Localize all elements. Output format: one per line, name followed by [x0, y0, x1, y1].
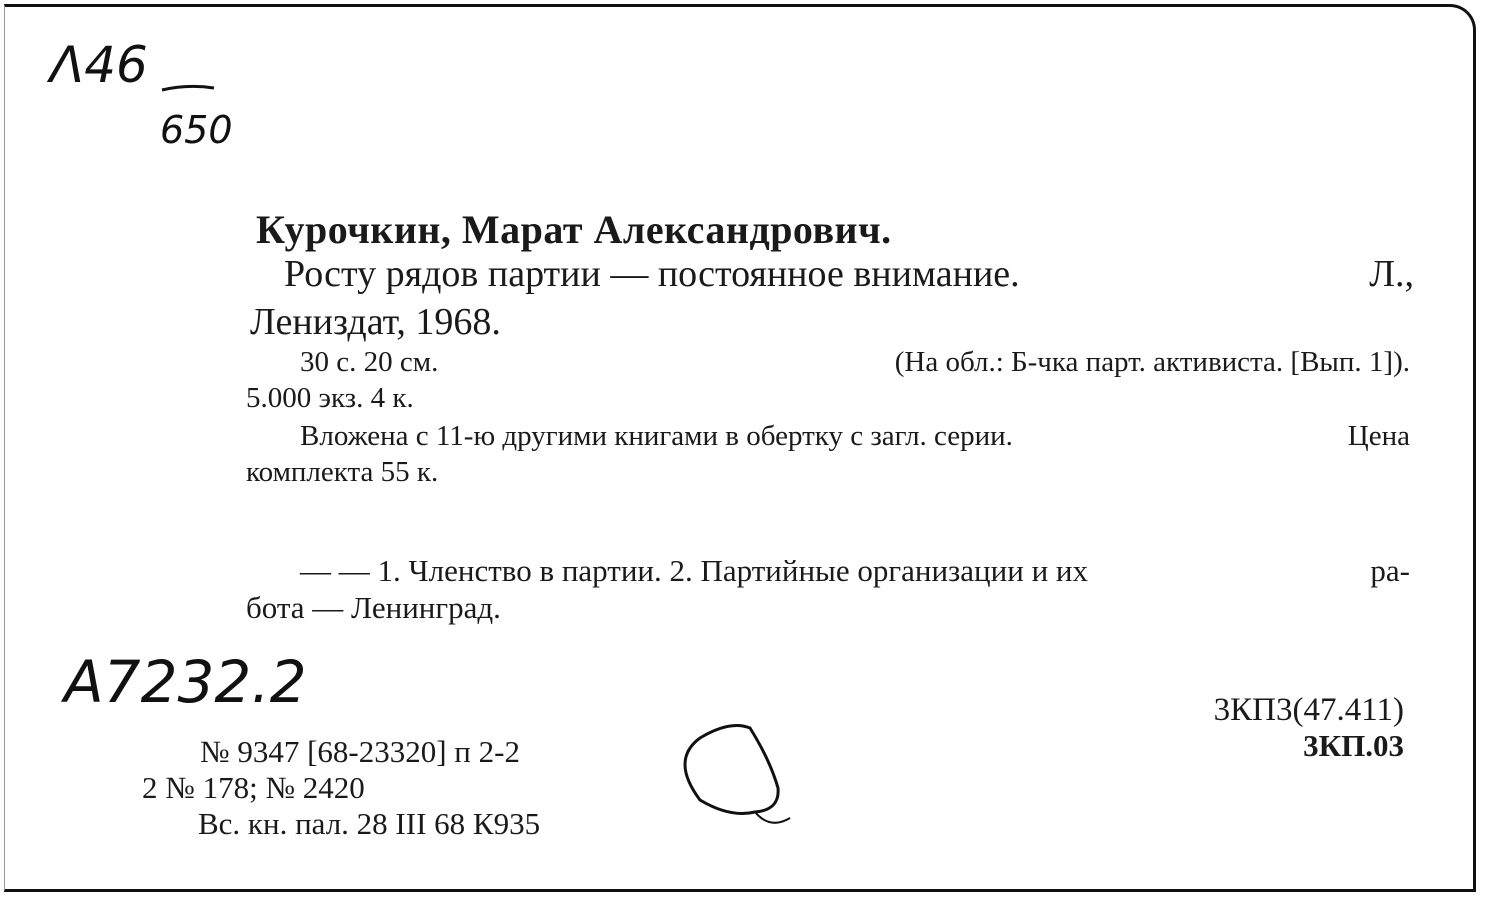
publisher-line: Лениздат, 1968.: [250, 301, 501, 343]
subjects-line-2: бота — Ленинград.: [246, 590, 501, 625]
subjects-text-1b: ра-: [1370, 553, 1410, 588]
handwritten-shelf-code: Λ46: [50, 36, 148, 94]
title-line: [284, 252, 1414, 296]
note-text-1a: Вложена с 11-ю другими книгами в обертку с загл. серии.: [300, 420, 1013, 452]
registry-line-2: 2 № 178; № 2420: [142, 770, 365, 805]
ink-stamp-mark: [660, 700, 810, 860]
registry-line-3: Вс. кн. пал. 28 III 68 К935: [198, 806, 541, 841]
note-line-1: [300, 420, 1410, 453]
title-text: Росту рядов партии — постоянное внимание.: [284, 253, 1020, 295]
registry-line-1: № 9347 [68-23320] п 2-2: [200, 734, 520, 769]
series-note-text: (На обл.: Б-чка парт. активиста. [Вып. 1]).: [894, 346, 1410, 378]
subjects-text-1a: — — 1. Членство в партии. 2. Партийные организации и их: [300, 553, 1089, 588]
edition-line: 5.000 экз. 4 к.: [246, 382, 414, 414]
classification-index-1: 3КП3(47.411): [1213, 692, 1404, 728]
subjects-line-1: [300, 553, 1410, 589]
handwritten-accession-number: А7232.2: [64, 648, 307, 716]
handwritten-dash: [158, 80, 218, 100]
author-heading: Курочкин, Марат Александрович.: [256, 207, 892, 252]
note-line-2: комплекта 55 к.: [246, 456, 439, 488]
handwritten-shelf-subcode: 650: [160, 108, 233, 152]
note-text-1b: Цена: [1347, 420, 1410, 452]
classification-index-2: 3КП.03: [1303, 728, 1404, 763]
place-text: Л.,: [1369, 253, 1414, 295]
physical-description-line: [300, 346, 1410, 379]
pages-size-text: 30 с. 20 см.: [300, 346, 439, 378]
